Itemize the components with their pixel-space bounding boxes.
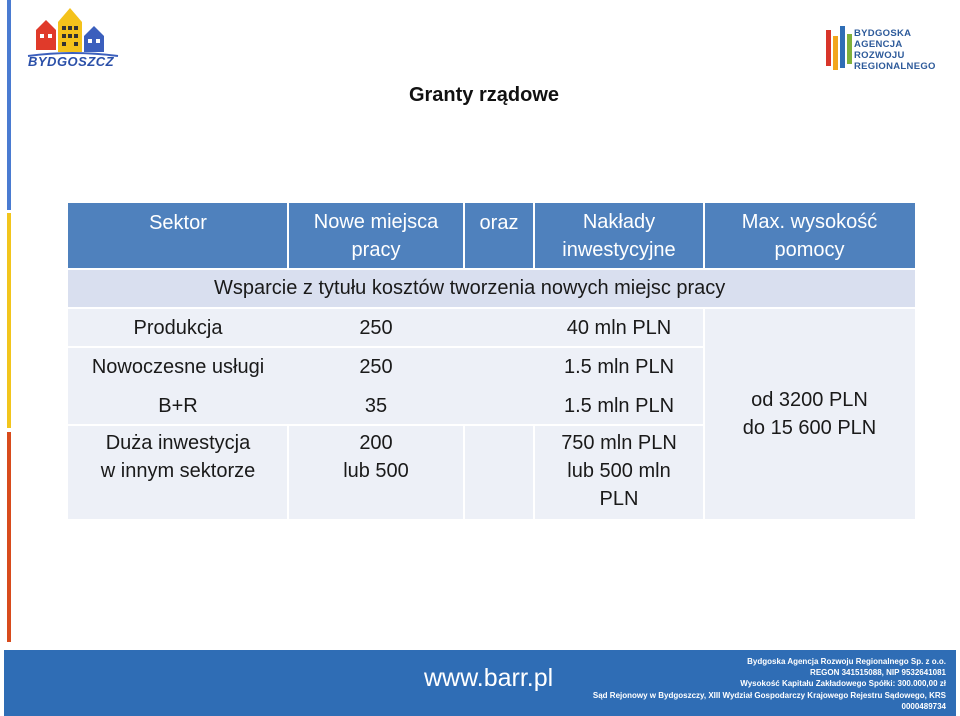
column-separator [287,203,289,269]
header-naklady [534,203,704,269]
max-aid-cell [704,308,915,519]
header-nowe-line-1: Nowe miejsca [313,211,439,233]
column-separator [533,203,535,269]
row-separator [68,424,704,426]
row-duza-investment [534,425,704,519]
footer-info-line-3: Wysokość Kapitału Zakładowego Spółki: 300.000,00 zł [740,679,946,689]
subheader-row [68,269,915,308]
row-2-sector: Nowoczesne usługi [91,355,265,378]
row-1-sector: Produkcja [133,316,223,339]
footer-bar [4,650,956,716]
row-1-investment: 40 mln PLN [566,316,672,339]
column-separator [703,308,705,519]
header-oraz [464,203,534,269]
barr-logo-line-3: ROZWOJU [854,50,905,61]
row-duza-sector [68,425,288,519]
footer-info-line-1: Bydgoska Agencja Rozwoju Regionalnego Sp. z o.o. [747,657,946,666]
subheader-text: Wsparcie z tytułu kosztów tworzenia nowych miejsc pracy [214,277,726,299]
row-uslugi-jobs [288,347,464,386]
barr-logo-line-4: REGIONALNEGO [854,61,936,72]
barr-logo-line-2: AGENCJA [854,39,903,50]
row-3-jobs: 35 [364,394,388,417]
row-produkcja-investment [534,308,704,347]
row-br-sector [68,386,288,425]
footer-url[interactable]: www.barr.pl [424,664,554,692]
row-2-investment: 1.5 mln PLN [563,355,675,378]
row-3-sector: B+R [158,394,198,417]
header-oraz-text: oraz [479,212,519,234]
footer-info-line-4: Sąd Rejonowy w Bydgoszczy, XIII Wydział Gospodarczy Krajowego Rejestru Sądowego, KRS [592,690,946,700]
row-2-jobs: 250 [359,355,393,378]
column-separator [287,425,289,519]
header-sektor-text: Sektor [149,212,207,234]
header-max-line-1: Max. wysokość [741,211,878,233]
row-4-sector-line-1: Duża inwestycja [105,432,251,454]
row-4-jobs-line-1: 200 [359,432,393,454]
row-br-jobs [288,386,464,425]
header-max-line-2: pomocy [774,239,845,261]
column-separator [533,425,535,519]
column-separator [463,425,465,519]
header-nowe-miejsca [288,203,464,269]
header-naklady-line-1: Nakłady [582,211,656,233]
max-aid-line-1: od 3200 PLN [751,388,868,411]
row-separator [68,307,915,309]
page-title: Granty rządowe [408,84,560,106]
row-1-jobs: 250 [359,316,393,339]
bydgoszcz-logo-text: BYDGOSZCZ [28,54,115,69]
row-separator [68,268,915,270]
row-3-investment: 1.5 mln PLN [563,394,675,417]
max-aid-line-2: do 15 600 PLN [742,416,877,439]
row-produkcja-jobs [288,308,464,347]
barr-logo-line-1: BYDGOSKA [854,28,912,39]
footer-info-line-2: REGON 341515088, NIP 9532641081 [810,668,946,678]
header-max-pomoc [704,203,915,269]
footer-company-info [586,656,946,712]
row-4-investment-line-3: PLN [599,488,639,510]
column-separator [703,203,705,269]
footer-info-line-5: 0000489734 [901,701,946,711]
row-br-investment [534,386,704,425]
row-uslugi-investment [534,347,704,386]
header-nowe-line-2: pracy [351,239,401,261]
header-naklady-line-2: inwestycyjne [562,239,676,261]
column-separator [463,203,465,269]
row-duza-jobs [288,425,464,519]
row-4-investment-line-2: lub 500 mln [567,460,671,482]
row-uslugi-sector [68,347,288,386]
row-4-jobs-line-2: lub 500 [343,460,409,482]
row-4-sector-line-2: w innym sektorze [100,460,256,482]
row-4-investment-line-1: 750 mln PLN [561,432,677,454]
header-sektor [68,203,288,269]
row-produkcja-sector [68,308,288,347]
row-separator [68,346,704,348]
